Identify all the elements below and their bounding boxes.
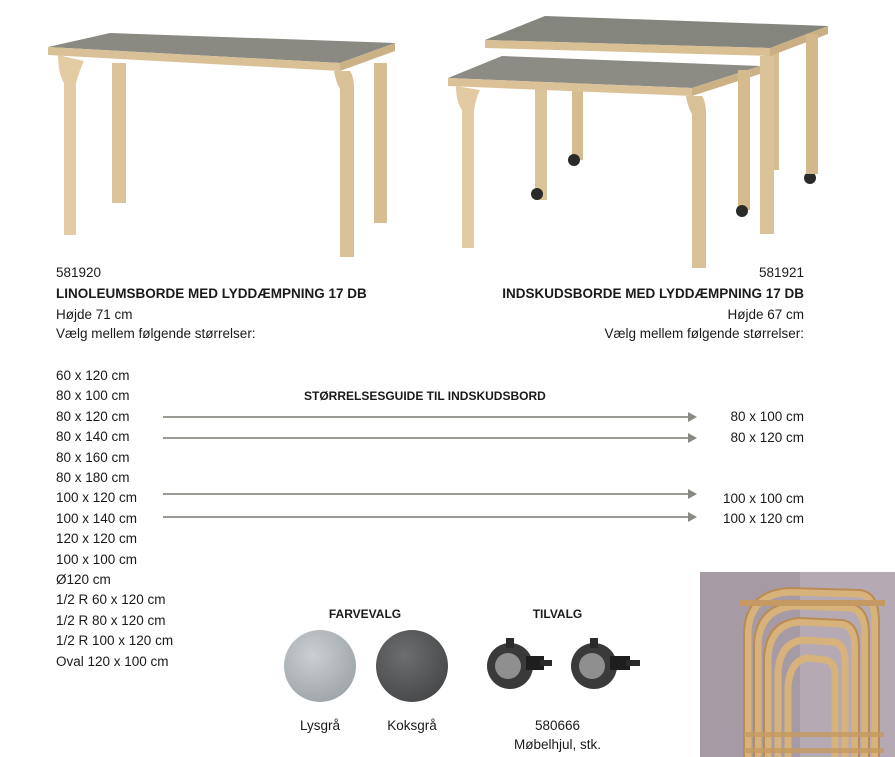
swatch-charcoal-grey: [376, 630, 448, 702]
size-item: 1/2 R 60 x 120 cm: [56, 592, 166, 608]
color-choice-title: FARVEVALG: [328, 607, 402, 621]
option-number: 580666: [534, 718, 581, 733]
swatch-light-grey: [284, 630, 356, 702]
size-guide-arrow: [163, 437, 695, 439]
size-item: 100 x 100 cm: [56, 551, 138, 567]
size-item: 100 x 120 cm: [56, 490, 138, 506]
size-item: 80 x 120 cm: [56, 408, 130, 424]
size-item: 80 x 100 cm: [56, 388, 130, 404]
size-item: 100 x 140 cm: [56, 510, 138, 526]
product-title-left: LINOLEUMSBORDE MED LYDDÆMPNING 17 DB: [56, 286, 367, 301]
size-guide-target: 100 x 100 cm: [722, 491, 804, 506]
size-guide-target: 80 x 120 cm: [730, 430, 804, 445]
size-item: 80 x 140 cm: [56, 429, 130, 445]
size-item: 1/2 R 100 x 120 cm: [56, 633, 174, 649]
size-guide-arrow: [163, 416, 695, 418]
size-list: [56, 367, 256, 677]
size-guide-target: 80 x 100 cm: [730, 409, 804, 424]
size-item: 80 x 180 cm: [56, 470, 130, 485]
size-guide-title: STØRRELSESGUIDE TIL INDSKUDSBORD: [304, 389, 546, 403]
caster-wheel-icon: [570, 636, 642, 694]
size-item: 120 x 120 cm: [56, 531, 138, 547]
size-item: 80 x 160 cm: [56, 449, 130, 465]
size-item: 1/2 R 80 x 120 cm: [56, 612, 166, 628]
option-label: Møbelhjul, stk.: [513, 737, 602, 752]
product-title-right: INDSKUDSBORDE MED LYDDÆMPNING 17 DB: [502, 286, 804, 301]
swatch-dark-label: Koksgrå: [387, 718, 437, 733]
swatch-light-label: Lysgrå: [299, 718, 341, 733]
size-guide-arrow: [163, 493, 695, 495]
product-number-left: 581920: [56, 265, 102, 280]
size-item: Ø120 cm: [56, 572, 111, 587]
caster-wheel-icon: [486, 636, 554, 694]
size-choose-left: Vælg mellem følgende størrelser:: [56, 326, 256, 341]
product-height-left: Højde 71 cm: [56, 307, 133, 322]
options-title: TILVALG: [532, 607, 583, 621]
size-choose-right: Vælg mellem følgende størrelser:: [604, 326, 804, 341]
product-number-right: 581921: [758, 265, 804, 280]
nesting-tables-illustration: [440, 10, 835, 275]
linoleum-table-illustration: [40, 25, 410, 265]
product-height-right: Højde 67 cm: [727, 307, 804, 322]
size-guide-arrow: [163, 516, 695, 518]
size-guide-target: 100 x 120 cm: [722, 511, 804, 526]
stacked-tables-photo: [700, 572, 895, 757]
size-item: 60 x 120 cm: [56, 368, 130, 383]
size-item: Oval 120 x 100 cm: [56, 653, 169, 669]
